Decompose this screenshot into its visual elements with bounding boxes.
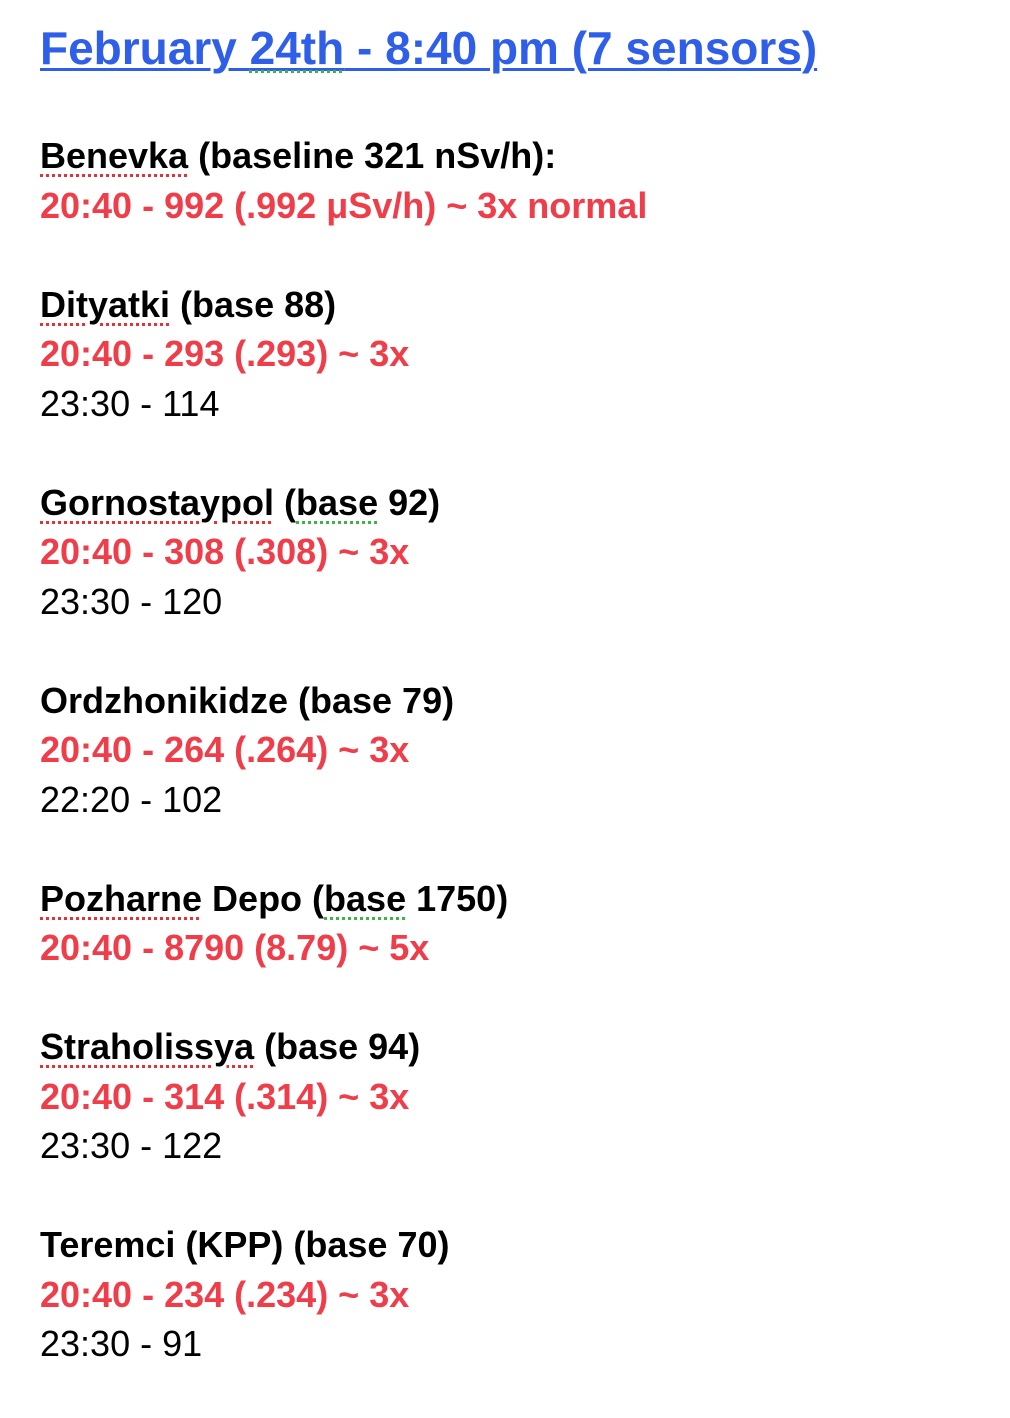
- sensor-name-spelling-flag: Benevka: [40, 135, 189, 176]
- sensor-reading-followup: 23:30 - 114: [40, 382, 220, 424]
- sensor-reading-followup: 23:30 - 91: [40, 1323, 203, 1364]
- sensor-baseline: (baseline 321 nSv/h):: [188, 135, 557, 176]
- sensor-block-dityatki: [40, 280, 990, 429]
- sensor-block-straholissya: [40, 1022, 990, 1171]
- sensor-list: [40, 131, 990, 1369]
- sensor-baseline-part: (: [274, 481, 297, 523]
- sensor-block-gornostaypol: [40, 478, 990, 627]
- sensor-heading: [40, 874, 990, 924]
- sensor-reading-followup: 23:30 - 120: [40, 580, 223, 622]
- sensor-name-spelling-flag: Straholissya: [40, 1026, 255, 1067]
- sensor-heading: [40, 478, 990, 528]
- sensor-heading: [40, 1022, 990, 1072]
- sensor-block-pozharne-depo: [40, 874, 990, 973]
- sensor-name-spelling-flag: Dityatki: [40, 283, 171, 325]
- title-part: - 8:40 pm (7 sensors): [344, 22, 818, 74]
- sensor-heading: [40, 676, 990, 726]
- sensor-baseline-part: 1750): [406, 877, 509, 919]
- sensor-reading-alert: 20:40 - 264 (.264) ~ 3x: [40, 729, 410, 770]
- sensor-heading: [40, 131, 990, 181]
- sensor-reading-alert: 20:40 - 234 (.234) ~ 3x: [40, 1273, 410, 1315]
- sensor-name-spelling-flag: Gornostaypol: [40, 481, 275, 523]
- title-part: February: [40, 22, 250, 74]
- sensor-reading-followup: 22:20 - 102: [40, 778, 223, 820]
- sensor-reading-alert: 20:40 - 992 (.992 μSv/h) ~ 3x normal: [40, 184, 648, 226]
- document-page: [40, 22, 990, 1418]
- sensor-block-teremci: [40, 1220, 990, 1369]
- sensor-block-benevka: [40, 131, 990, 230]
- sensor-name: Teremci (KPP) (base 70): [40, 1224, 450, 1265]
- sensor-reading-alert: 20:40 - 8790 (8.79) ~ 5x: [40, 927, 430, 968]
- sensor-name: Ordzhonikidze (base 79): [40, 679, 455, 721]
- sensor-reading-followup: 23:30 - 122: [40, 1125, 223, 1166]
- sensor-baseline-part: Depo (: [202, 877, 325, 919]
- sensor-block-ordzhonikidze: [40, 676, 990, 825]
- sensor-heading: [40, 1220, 990, 1270]
- sensor-reading-alert: 20:40 - 308 (.308) ~ 3x: [40, 531, 410, 572]
- sensor-reading-alert: 20:40 - 293 (.293) ~ 3x: [40, 333, 410, 374]
- sensor-baseline: (base 94): [254, 1026, 421, 1067]
- grammar-flag: base: [296, 481, 379, 523]
- sensor-heading: [40, 280, 990, 330]
- page-title[interactable]: [40, 22, 990, 74]
- title-date-grammar-flag: 24th: [249, 22, 345, 74]
- sensor-name-spelling-flag: Pozharne: [40, 877, 203, 919]
- grammar-flag: base: [324, 877, 407, 919]
- sensor-baseline: (base 88): [170, 283, 337, 325]
- sensor-reading-alert: 20:40 - 314 (.314) ~ 3x: [40, 1075, 410, 1117]
- sensor-baseline-part: 92): [378, 481, 441, 523]
